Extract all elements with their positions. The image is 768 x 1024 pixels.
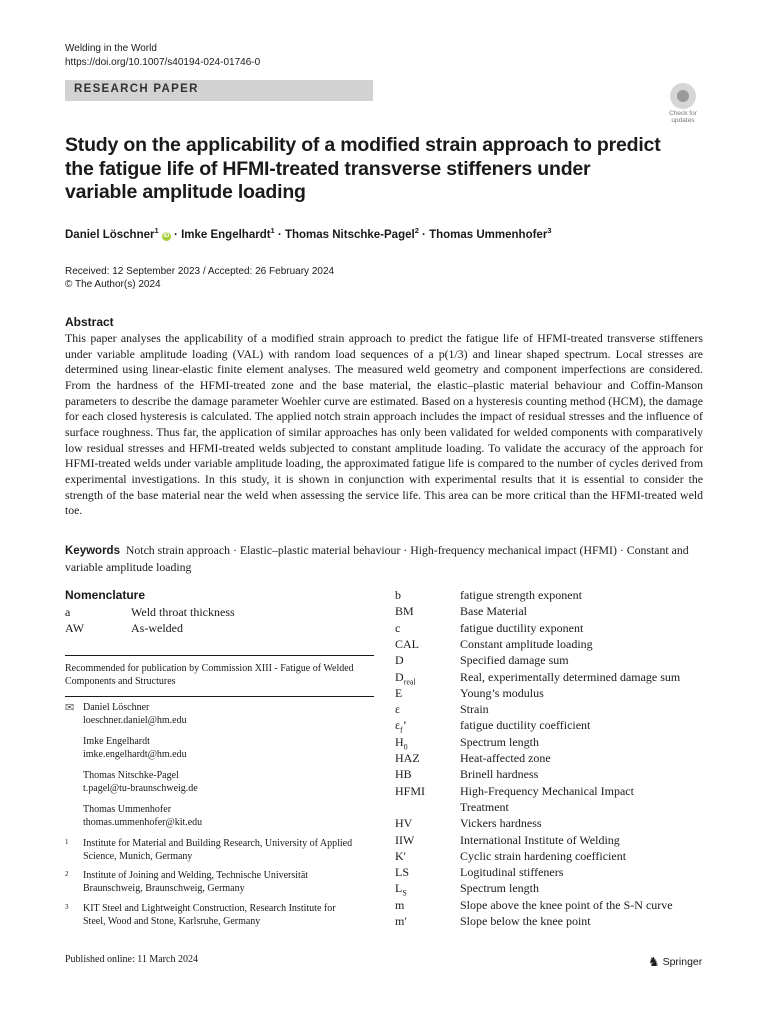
recommendation-note: Recommended for publication by Commission XIII - Fatigue of Welded Components and Structures	[65, 663, 354, 687]
received-accepted: Received: 12 September 2023 / Accepted: 26 February 2024	[65, 266, 335, 277]
journal-name: Welding in the World	[65, 43, 157, 54]
nomenclature-definition: Specified damage sum	[460, 653, 569, 668]
correspondent-name: Thomas Nitschke-Pagel	[83, 770, 179, 781]
nomenclature-symbol: HFMI	[395, 783, 426, 798]
nomenclature-symbol: E	[395, 685, 403, 700]
orcid-icon[interactable]: iD	[163, 232, 170, 239]
nomenclature-row	[65, 604, 365, 621]
nomenclature-right-column	[395, 588, 715, 938]
journal-header	[65, 42, 260, 70]
nomenclature-symbol: $\varepsilon_f$’	[395, 718, 407, 735]
author-affiliation-ref: 1	[154, 226, 159, 235]
nomenclature-symbol: ε	[395, 702, 401, 717]
nomenclature-definition: Brinell hardness	[460, 767, 539, 782]
affiliation-text: Institute of Joining and Welding, Technische Universität Braunschweig, Braunschweig, Germany	[83, 870, 309, 894]
nomenclature-symbol: $L_S$	[395, 881, 407, 898]
nomenclature-definition: International Institute of Welding	[460, 832, 620, 847]
correspondent-email[interactable]: loeschner.daniel@hm.edu	[83, 714, 187, 726]
nomenclature-definition: fatigue strength exponent	[460, 588, 582, 602]
abstract-heading: Abstract	[65, 315, 114, 329]
author-affiliation-ref: 3	[547, 226, 552, 235]
author-list: Daniel Löschner$^1$ iD · Imke Engelhardt$^1$ · Thomas Nitschke-Pagel$^2$ · Thomas Ummenhofer$^3$	[65, 226, 552, 241]
nomenclature-definition: Slope below the knee point	[460, 914, 591, 928]
nomenclature-definition: Base Material	[460, 604, 527, 619]
affiliation	[65, 903, 365, 929]
correspondent-email[interactable]: thomas.ummenhofer@kit.edu	[83, 816, 203, 828]
abstract-text: This paper analyses the applicability of a modified strain approach to predict the fatigue life of HFMI-treated transverse stiffeners under variable amplitude loading (VAL) with random load sequences of a p(1/3) and linear shaped spectrum. Local stresses are determined using linear-elastic finite element analyses. The measured weld geometry and component imperfections are considered. From the hardness of the HFMI-treated zone and the base material, the elastic–plastic material behaviour and Coffin-Manson parameters to describe the damage parameter Woehler curve are estimated. Based on a hysteresis counting method (HCM), the damage for each closed hysteresis is calculated. The applied notch strain approach includes the impact of residual stresses and the influence of surface roughness. Thus far, the application of similar approaches has only been validated for welded components with comparatively low residual stresses and HFMI-treated welds subjected to constant amplitude loading. To validate the accuracy of the approach for HFMI-treated welds under variable amplitude loading, the approximated fatigue life is compared to the number of cycles derived from experimental investigations. In this study, it is shown in conjunction with experimental results that it is essential to consider the strength of the base material near the weld when assessing the service life. This area can be more critical than the HFMI-treated weld toe.	[65, 331, 703, 518]
nomenclature-definition: Logitudinal stiffeners	[460, 865, 564, 880]
affiliation	[65, 870, 365, 896]
article-type-banner	[65, 80, 373, 101]
springer-horse-icon: ♞	[648, 954, 660, 969]
keywords	[65, 542, 695, 575]
nomenclature-symbol: IIW	[395, 832, 415, 847]
correspondent-name: Imke Engelhardt	[83, 736, 150, 747]
affiliation-number: 3	[65, 903, 69, 911]
keywords-text: Notch strain approach · Elastic–plastic material behaviour · High-frequency mechanical impact (HFMI) · Constant and variable amplitude loading	[65, 543, 689, 574]
check-updates-label-2: updates	[671, 117, 695, 124]
nomenclature-definition: Strain	[460, 702, 489, 717]
nomenclature-definition: High-Frequency Mechanical Impact	[460, 783, 634, 798]
affiliation-text: KIT Steel and Lightweight Construction, Research Institute for Steel, Wood and Stone, Karlsruhe, Germany	[83, 903, 336, 927]
correspondent-email[interactable]: imke.engelhardt@hm.edu	[83, 748, 187, 760]
nomenclature-definition: Young’s modulus	[460, 685, 544, 700]
nomenclature-symbol: HV	[395, 816, 413, 831]
publisher-name: Springer	[662, 956, 703, 968]
nomenclature-definition: Weld throat thickness	[131, 605, 235, 619]
nomenclature-definition: Vickers hardness	[460, 816, 542, 831]
article-type-label: RESEARCH PAPER	[74, 83, 199, 95]
nomenclature-symbol: $D_{real}$	[395, 669, 416, 686]
nomenclature-definition: Real, experimentally determined damage sum	[460, 669, 681, 684]
divider	[65, 696, 374, 697]
doi-link[interactable]: https://doi.org/10.1007/s40194-024-01746-0	[65, 57, 261, 68]
nomenclature-symbol: D	[395, 653, 404, 668]
nomenclature-symbol: CAL	[395, 636, 419, 651]
nomenclature-row	[65, 620, 365, 637]
author-affiliation-ref: 1	[270, 226, 275, 235]
nomenclature-definition: Spectrum length	[460, 734, 539, 749]
nomenclature-heading: Nomenclature	[65, 588, 146, 602]
nomenclature-symbol: m	[395, 897, 405, 912]
nomenclature-definition: Spectrum length	[460, 881, 539, 896]
publisher-logo	[648, 954, 702, 970]
affiliation-number: 1	[65, 838, 69, 846]
nomenclature-definition: Constant amplitude loading	[460, 636, 593, 651]
correspondent-name: Daniel Löschner	[83, 702, 150, 713]
nomenclature-symbol: HB	[395, 767, 412, 782]
correspondent-name: Thomas Ummenhofer	[83, 804, 172, 815]
nomenclature-symbol: c	[395, 620, 401, 635]
nomenclature-symbol: HAZ	[395, 751, 420, 765]
nomenclature-definition: fatigue ductility coefficient	[460, 718, 591, 733]
nomenclature-definition: Treatment	[460, 799, 509, 814]
nomenclature-definition: As-welded	[131, 621, 183, 635]
affiliation	[65, 838, 365, 864]
check-for-updates-button[interactable]	[663, 83, 703, 123]
keywords-label: Keywords	[65, 545, 120, 557]
envelope-icon: ✉	[65, 702, 75, 714]
nomenclature-definition: Heat-affected zone	[460, 751, 551, 765]
nomenclature-symbol: BM	[395, 604, 414, 619]
nomenclature-definition: fatigue ductility exponent	[460, 620, 584, 635]
author-name[interactable]: Imke Engelhardt	[181, 228, 271, 241]
nomenclature-symbol: $H_0$	[395, 734, 408, 752]
nomenclature-symbol: m′	[395, 914, 407, 928]
correspondent-email[interactable]: t.pagel@tu-braunschweig.de	[83, 782, 198, 794]
nomenclature-definition: Cyclic strain hardening coefficient	[460, 848, 627, 863]
author-name[interactable]: Daniel Löschner	[65, 228, 155, 241]
article-dates	[65, 265, 334, 291]
nomenclature-symbol: LS	[395, 865, 410, 880]
correspondence-block	[83, 702, 363, 829]
nomenclature-symbol: AW	[65, 621, 85, 635]
affiliation-text: Institute for Material and Building Research, University of Applied Science, Munich, Germany	[83, 838, 353, 862]
author-name[interactable]: Thomas Nitschke-Pagel	[284, 228, 415, 241]
paper-title: Study on the applicability of a modified strain approach to predict the fatigue life of HFMI-treated transverse stiffeners under variable amplitude loading	[65, 134, 661, 203]
nomenclature-symbol: b	[395, 588, 401, 602]
divider	[65, 655, 374, 656]
affiliation-number: 2	[65, 870, 69, 878]
author-name[interactable]: Thomas Ummenhofer	[429, 228, 548, 241]
copyright: © The Author(s) 2024	[65, 279, 161, 290]
nomenclature-symbol: K'	[395, 848, 406, 863]
published-date: Published online: 11 March 2024	[65, 954, 198, 965]
check-updates-icon	[670, 83, 696, 109]
check-updates-label-1: Check for	[669, 110, 697, 117]
nomenclature-definition: Slope above the knee point of the S-N curve	[460, 897, 673, 912]
nomenclature-symbol: a	[65, 605, 71, 619]
author-affiliation-ref: 2	[414, 226, 419, 235]
